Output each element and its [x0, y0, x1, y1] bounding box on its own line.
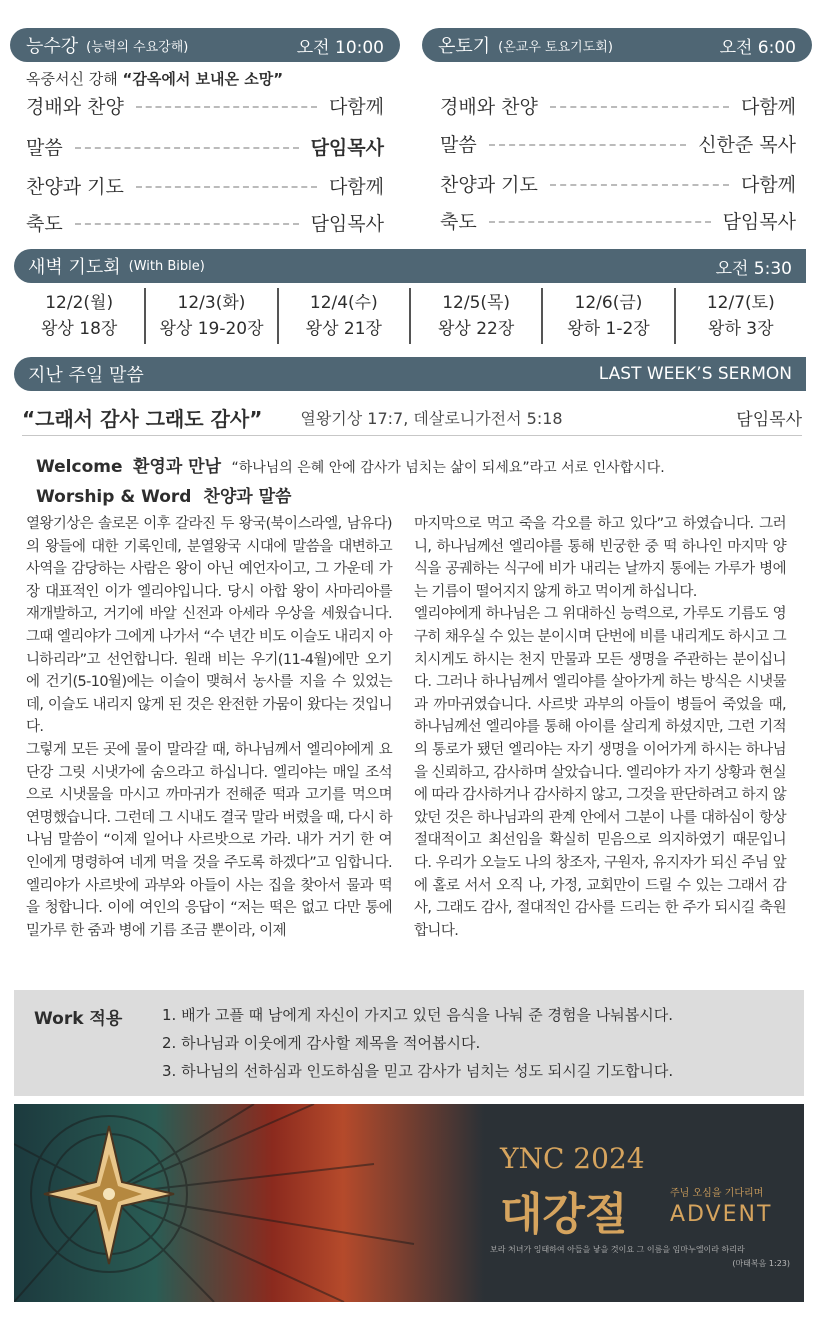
sat-who: 다함께: [740, 95, 796, 118]
leader-line: [75, 223, 299, 225]
wed-who: 다함께: [328, 175, 384, 198]
wed-label: 축도: [26, 212, 63, 235]
sat-label: 축도: [440, 210, 477, 233]
dawn-time: 오전 5:30: [715, 258, 792, 279]
wed-time: 오전 10:00: [296, 37, 384, 58]
worship-line: [36, 482, 291, 507]
wed-subtitle: [26, 68, 283, 89]
sermon-body-left: 열왕기상은 솔로몬 이후 갈라진 두 왕국(북이스라엘, 남유다)의 왕들에 대한 기록인데, 분열왕국 시대에 말씀을 대변하고 사역을 감당하는 사람은 왕이 아닌 예언자이고, 그 가운데 가장 대표적인 이가 엘리야입니다. 당시 아합 왕이 사마리아를 재개발하고, 거기에 바알 신전과 아세라 우상을 세웠습니다. 그때 엘리야가 그에게 나가서 “수 년간 비도 이슬도 내리지 아니하리라”고 선언합니다. 원래 비는 우기(11-4월)에만 오기에 건기(5-10월)에는 이슬이 맺혀서 농사를 지을 수 있었는데, 이슬도 내리지 않게 된 것은 완전한 가뭄이 왔다는 것입니다. 그렇게 모든 곳에 물이 말라갈 때, 하나님께서 엘리야에게 요단강 그릿 시냇가에 숨으라고 하십니다. 엘리야는 매일 조석으로 시냇물을 마시고 까마귀가 전해준 떡과 고기를 먹으며 연명했습니다. 그런데 그 시내도 결국 말라 버렸을 때, 다시 하나님 말씀이 “이제 일어나 사르밧으로 가라. 내가 거기 한 여인에게 명령하여 네게 먹을 것을 주도록 하겠다”고 임합니다. 엘리야가 사르밧에 과부와 아들이 사는 집을 찾아서 물과 떡을 청합니다. 이에 여인의 응답이 “저는 떡은 없고 다만 통에 밀가루 한 줌과 병에 기름 조금 뿐이라, 이제: [26, 516, 392, 939]
dawn-date: 12/7(토): [706, 293, 775, 313]
leader-line: [550, 106, 729, 108]
sat-row-3: [440, 168, 796, 198]
sermon-preacher: 담임목사: [736, 410, 802, 430]
welcome-ko: 환영과 만남: [132, 457, 221, 477]
sat-who: 신한준 목사: [698, 133, 796, 156]
dawn-date: 12/6(금): [574, 293, 643, 313]
wed-label: 말씀: [26, 136, 63, 159]
advent-banner: [14, 1104, 804, 1302]
dawn-date: 12/2(월): [45, 293, 114, 313]
sat-time: 오전 6:00: [719, 37, 796, 58]
banner-sub: 주님 오심을 기다리며: [670, 1188, 764, 1199]
sermon-body-right: 마지막으로 먹고 죽을 각오를 하고 있다”고 하였습니다. 그러니, 하나님께선 엘리야를 통해 빈궁한 중 떡 하나인 마지막 양식을 공궤하는 식구에 비가 내리는 날까지 통에는 가루가 병에는 기름이 떨어지지 않게 하고 먹이게 하십니다. 엘리야에게 하나님은 그 위대하신 능력으로, 가루도 기름도 영구히 채우실 수 있는 분이시며 단번에 비를 내리게도 하시고 그치시게도 하시는 천지 만물과 모든 생명을 주관하는 분이십니다. 그러나 하나님께서 엘리야를 살아가게 하는 방식은 시냇물과 까마귀였습니다. 사르밧 과부의 아들이 병들어 죽었을 때, 하나님께선 엘리야를 통해 아이를 살리게 하셨지만, 그런 기적의 통로가 됐던 엘리야는 자기 생명을 이어가게 하시는 하나님을 신뢰하고, 감사하며 살았습니다. 엘리야가 자기 상황과 현실에 따라 감사하거나 감사하지 않고, 그것을 판단하려고 하지 않았던 것은 하나님과의 관계 안에서 그분이 나를 대하심이 항상 절대적이고 최선임을 확실히 믿음으로 의지하였기 때문입니다. 우리가 오늘도 나의 창조자, 구원자, 유지자가 되신 주님 앞에 홀로 서서 오직 나, 가정, 교회만이 드릴 수 있는 그래서 감사, 그래도 감사, 절대적인 감사를 드리는 한 주가 되시길 축원합니다.: [414, 516, 786, 939]
dawn-day: [144, 288, 276, 344]
welcome-text: “하나님의 은혜 안에 감사가 넘치는 삶이 되세요”라고 서로 인사합시다.: [231, 460, 665, 476]
dawn-day: [409, 288, 541, 344]
sat-who: 담임목사: [722, 210, 796, 233]
banner-ync: YNC 2024: [500, 1142, 645, 1175]
sat-who: 다함께: [740, 173, 796, 196]
wed-header: [10, 28, 400, 62]
sat-sub: (온교우 토요기도회): [498, 39, 613, 55]
dawn-chapter: 왕하 1-2장: [567, 319, 650, 339]
wed-who: 다함께: [328, 95, 384, 118]
worship-ko: 찬양과 말씀: [203, 487, 292, 507]
wed-label: 찬양과 기도: [26, 175, 124, 198]
sat-label: 말씀: [440, 133, 477, 156]
sermon-title: “그래서 감사 그래도 감사”: [22, 407, 263, 431]
welcome-en: Welcome: [36, 457, 123, 477]
wed-row-2: [26, 131, 384, 161]
star-icon: [14, 1104, 484, 1302]
dawn-date: 12/5(목): [442, 293, 511, 313]
sat-label: 찬양과 기도: [440, 173, 538, 196]
dawn-header: [14, 249, 806, 283]
leader-line: [136, 106, 317, 108]
wed-title: 능수강: [26, 36, 79, 57]
dawn-title: 새벽 기도회: [28, 257, 121, 278]
sat-row-4: [440, 205, 796, 235]
wed-row-3: [26, 170, 384, 200]
banner-verse-ref: (마태복음 1:23): [732, 1259, 790, 1268]
dawn-chapter: 왕하 3장: [708, 319, 774, 339]
work-item: 3. 하나님의 선하심과 인도하심을 믿고 감사가 넘치는 성도 되시길 기도합니다.: [162, 1062, 674, 1080]
sermon-title-row: [22, 400, 802, 436]
banner-advent-en: ADVENT: [670, 1202, 773, 1227]
dawn-chapter: 왕상 21장: [305, 319, 382, 339]
wed-label: 경배와 찬양: [26, 95, 124, 118]
work-item: 2. 하나님과 이웃에게 감사할 제목을 적어봅시다.: [162, 1034, 481, 1052]
leader-line: [136, 186, 317, 188]
dawn-sub: (With Bible): [128, 258, 205, 274]
dawn-day: [541, 288, 673, 344]
wed-who: 담임목사: [310, 212, 384, 235]
dawn-date: 12/4(수): [309, 293, 378, 313]
sat-label: 경배와 찬양: [440, 95, 538, 118]
last-sermon-header: [14, 357, 806, 391]
leader-line: [550, 184, 729, 186]
dawn-chapter: 왕상 19-20장: [159, 319, 264, 339]
dawn-schedule: [14, 288, 806, 344]
banner-verse: 보라 처녀가 잉태하여 아들을 낳을 것이요 그 이름을 임마누엘이라 하리라: [490, 1245, 745, 1254]
dawn-day: [14, 288, 144, 344]
wed-row-1: [26, 90, 384, 120]
leader-line: [75, 147, 299, 149]
work-box: [14, 990, 804, 1096]
sermon-ref: 열왕기상 17:7, 데살로니가전서 5:18: [300, 409, 563, 428]
leader-line: [489, 221, 711, 223]
sat-title: 온토기: [438, 36, 491, 57]
welcome-line: [36, 452, 665, 477]
sat-header: [422, 28, 812, 62]
dawn-day: [674, 288, 806, 344]
work-item: 1. 배가 고플 때 남에게 자신이 가지고 있던 음식을 나눠 준 경험을 나눠봅시다.: [162, 1006, 673, 1024]
dawn-date: 12/3(화): [177, 293, 246, 313]
work-label: Work 적용: [34, 1009, 123, 1029]
leader-line: [489, 144, 686, 146]
last-sermon-title: 지난 주일 말씀: [28, 365, 144, 386]
wed-subtitle-prefix: 옥중서신 강해: [26, 70, 118, 88]
wed-sub: (능력의 수요강해): [86, 39, 189, 55]
dawn-chapter: 왕상 18장: [41, 319, 118, 339]
wed-subtitle-quote: “감옥에서 보내온 소망”: [122, 70, 284, 88]
wed-row-4: [26, 207, 384, 237]
worship-en: Worship & Word: [36, 487, 192, 507]
dawn-day: [277, 288, 409, 344]
last-sermon-en: LAST WEEK’S SERMON: [598, 364, 792, 384]
wed-who: 담임목사: [310, 136, 384, 159]
sat-row-2: [440, 128, 796, 158]
sat-row-1: [440, 90, 796, 120]
banner-advent-ko: 대강절: [500, 1189, 628, 1240]
dawn-chapter: 왕상 22장: [437, 319, 515, 339]
